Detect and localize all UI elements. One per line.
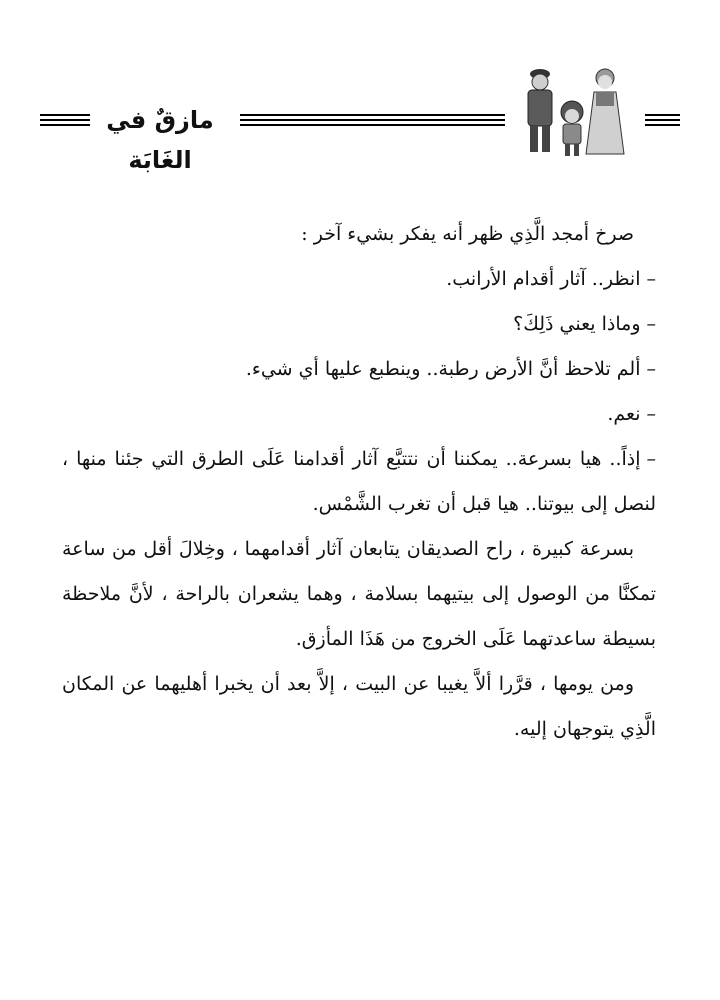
family-characters-illustration — [510, 60, 640, 160]
header-rule-left — [40, 114, 90, 126]
story-text — [62, 212, 656, 752]
dialogue-line: –وماذا يعني ذَلِكَ؟ — [513, 313, 656, 335]
paragraph: ومن يومها ، قرَّرا ألاَّ يغيبا عن البيت ، إلاَّ بعد أن يخبرا أهليهما عن المكان الَّذِي يتوجهان إليه. — [62, 673, 656, 740]
paragraph: بسرعة كبيرة ، راح الصديقان يتابعان آثار أقدامهما ، وخِلالَ أقل من ساعة تمكنَّا من الوصول إلى بيتيهما بسلامة ، وهما يشعران بالراحة ، لأنَّ ملاحظة بسيطة ساعدتهما عَلَى الخروج من هَذَا المأزق. — [62, 538, 656, 650]
header-rule-right — [645, 114, 680, 126]
dialogue-line: –نعم. — [607, 403, 656, 425]
dialogue-line: –انظر.. آثار أقدام الأرانب. — [446, 268, 656, 290]
dialogue-line: –ألم تلاحظ أنَّ الأرض رطبة.. وينطبع عليها أي شيء. — [245, 358, 656, 380]
dialogue-line: –إذاً.. هيا بسرعة.. يمكننا أن نتتبَّع آثار أقدامنا عَلَى الطرق التي جئنا منها ، لنصل إلى بيوتنا.. هيا قبل أن تغرب الشَّمْس. — [62, 448, 656, 515]
paragraph: صرخ أمجد الَّذِي ظهر أنه يفكر بشيء آخر : — [301, 223, 634, 245]
chapter-title: مازقٌ في الغَابَة — [106, 106, 214, 174]
header-rule-middle — [240, 114, 505, 126]
chapter-header — [40, 60, 680, 174]
